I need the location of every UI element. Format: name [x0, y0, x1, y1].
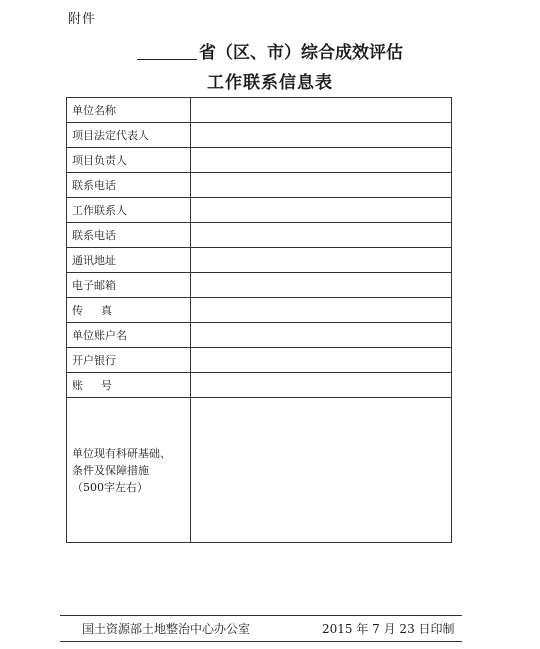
table-row [67, 248, 452, 273]
row-value-project-leader[interactable] [191, 148, 452, 173]
table-row [67, 123, 452, 148]
table-row [67, 348, 452, 373]
row-value-fax[interactable] [191, 298, 452, 323]
row-label-bank: 开户银行 [67, 348, 191, 373]
row-value-mailing-address[interactable] [191, 248, 452, 273]
table-row [67, 198, 452, 223]
attachment-label: 附件 [68, 12, 97, 27]
row-value-work-contact[interactable] [191, 198, 452, 223]
row-value-phone-2[interactable] [191, 223, 452, 248]
form-title-line2: 工作联系信息表 [207, 73, 333, 93]
row-label-work-contact: 工作联系人 [67, 198, 191, 223]
row-label-research-basis: 单位现有科研基础、 条件及保障措施 （500字左右） [67, 398, 191, 543]
footer-print-date: 2015 年 7 月 23 日印制 [322, 622, 455, 636]
row-value-phone-1[interactable] [191, 173, 452, 198]
row-value-account-number[interactable] [191, 373, 452, 398]
province-blank [137, 45, 197, 60]
row-label-legal-representative: 项目法定代表人 [67, 123, 191, 148]
contact-info-table [66, 97, 452, 543]
table-row [67, 273, 452, 298]
row-label-phone-1: 联系电话 [67, 173, 191, 198]
row-value-email[interactable] [191, 273, 452, 298]
row-label-account-name: 单位账户名 [67, 323, 191, 348]
form-title-suffix: 省（区、市）综合成效评估 [199, 43, 403, 63]
table-row [67, 323, 452, 348]
table-row [67, 173, 452, 198]
row-label-account-number: 账号 [67, 373, 191, 398]
row-value-legal-representative[interactable] [191, 123, 452, 148]
row-value-account-name[interactable] [191, 323, 452, 348]
table-row [67, 373, 452, 398]
row-value-bank[interactable] [191, 348, 452, 373]
table-row [67, 148, 452, 173]
footer-office: 国土资源部土地整治中心办公室 [82, 622, 251, 636]
table-row [67, 398, 452, 543]
row-label-fax: 传真 [67, 298, 191, 323]
table-row [67, 98, 452, 123]
table-row [67, 223, 452, 248]
row-label-unit-name: 单位名称 [67, 98, 191, 123]
table-row [67, 298, 452, 323]
form-title-line1 [0, 38, 540, 63]
footer-divider-bottom [60, 641, 462, 642]
row-value-research-basis[interactable] [191, 398, 452, 543]
row-value-unit-name[interactable] [191, 98, 452, 123]
row-label-mailing-address: 通讯地址 [67, 248, 191, 273]
row-label-project-leader: 项目负责人 [67, 148, 191, 173]
footer-divider-top [60, 615, 462, 616]
row-label-email: 电子邮箱 [67, 273, 191, 298]
row-label-phone-2: 联系电话 [67, 223, 191, 248]
